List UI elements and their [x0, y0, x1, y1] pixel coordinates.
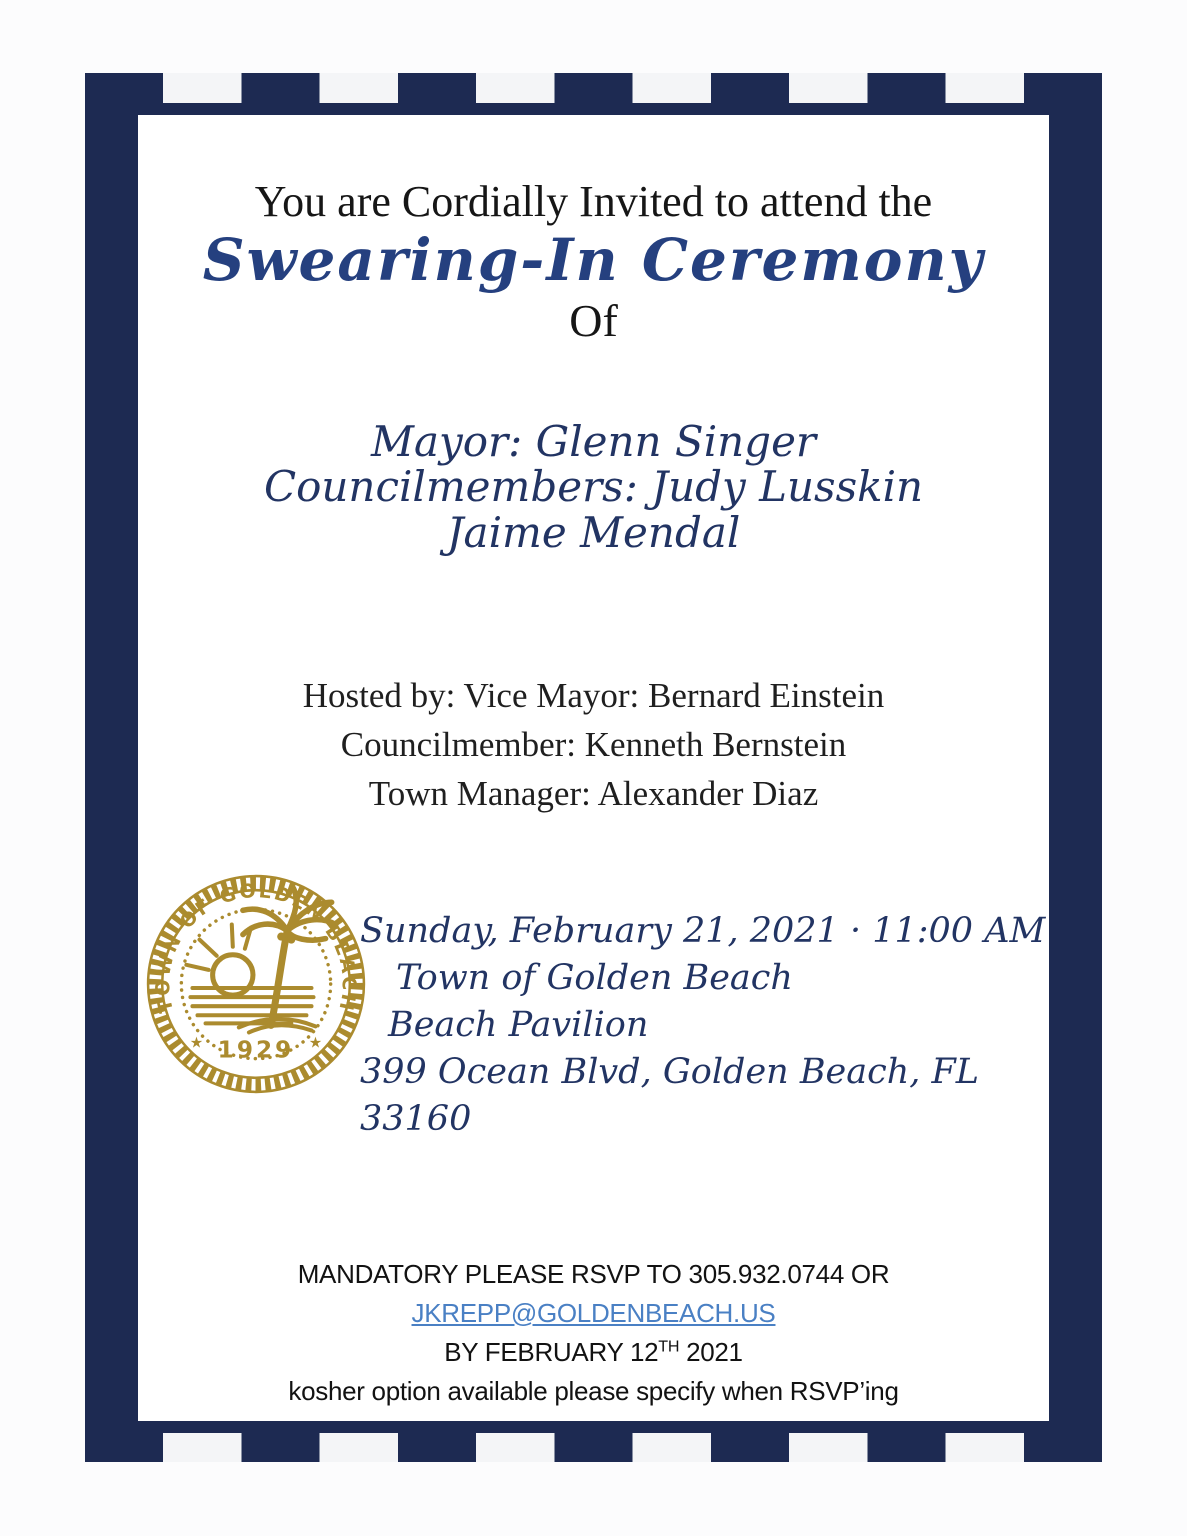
beach-mound	[239, 1019, 316, 1032]
star-icon: ★	[308, 1034, 323, 1052]
event-address: 399 Ocean Blvd, Golden Beach, FL 33160	[360, 1051, 980, 1139]
event-details-block	[360, 908, 1049, 1142]
seal-ring-text: TOWN OF GOLDEN BEACH	[151, 879, 361, 1016]
of-line: Of	[569, 295, 618, 347]
rsvp-block	[138, 1255, 1049, 1411]
honoree-line: Councilmembers: Judy Lusskin	[263, 462, 924, 512]
invitation-content	[138, 115, 1049, 1421]
rsvp-deadline-year: 2021	[679, 1336, 743, 1367]
rsvp-line-1	[138, 1255, 1049, 1333]
navy-frame	[85, 103, 1102, 1433]
event-venue: Town of Golden Beach	[396, 958, 793, 999]
star-icon: ★	[189, 1034, 204, 1052]
event-datetime: Sunday, February 21, 2021 · 11:00 AM	[360, 911, 1046, 952]
host-line: Hosted by: Vice Mayor: Bernard Einstein	[302, 676, 885, 716]
sea-lines	[190, 988, 313, 1023]
rsvp-deadline-ordinal: TH	[658, 1336, 680, 1355]
host-line: Councilmember: Kenneth Bernstein	[340, 725, 847, 765]
rsvp-email-link[interactable]: JKREPP@GOLDENBEACH.US	[411, 1297, 776, 1328]
rsvp-line-2	[138, 1333, 1049, 1372]
invitation-card	[85, 73, 1102, 1462]
honoree-line: Jaime Mendal	[446, 507, 741, 557]
title-block	[138, 177, 1049, 347]
rsvp-deadline: BY FEBRUARY 12	[444, 1336, 659, 1367]
honoree-line: Mayor: Glenn Singer	[371, 417, 816, 467]
seal-year: 1929	[217, 1036, 295, 1064]
intro-line: You are Cordially Invited to attend the	[254, 177, 933, 226]
honorees-block	[138, 419, 1049, 555]
rsvp-line-3: kosher option available please specify when RSVP’ing	[288, 1375, 899, 1406]
town-seal-icon	[140, 868, 372, 1100]
hosts-block	[138, 671, 1049, 818]
striped-border-bottom	[85, 1433, 1102, 1462]
striped-border-top	[85, 73, 1102, 103]
rsvp-instruction: MANDATORY PLEASE RSVP TO 305.932.0744 OR	[297, 1258, 890, 1289]
host-line: Town Manager: Alexander Diaz	[368, 774, 819, 814]
event-title: Swearing-In Ceremony	[202, 225, 985, 294]
event-details-section	[138, 868, 1049, 1142]
event-venue-detail: Beach Pavilion	[388, 1004, 649, 1045]
